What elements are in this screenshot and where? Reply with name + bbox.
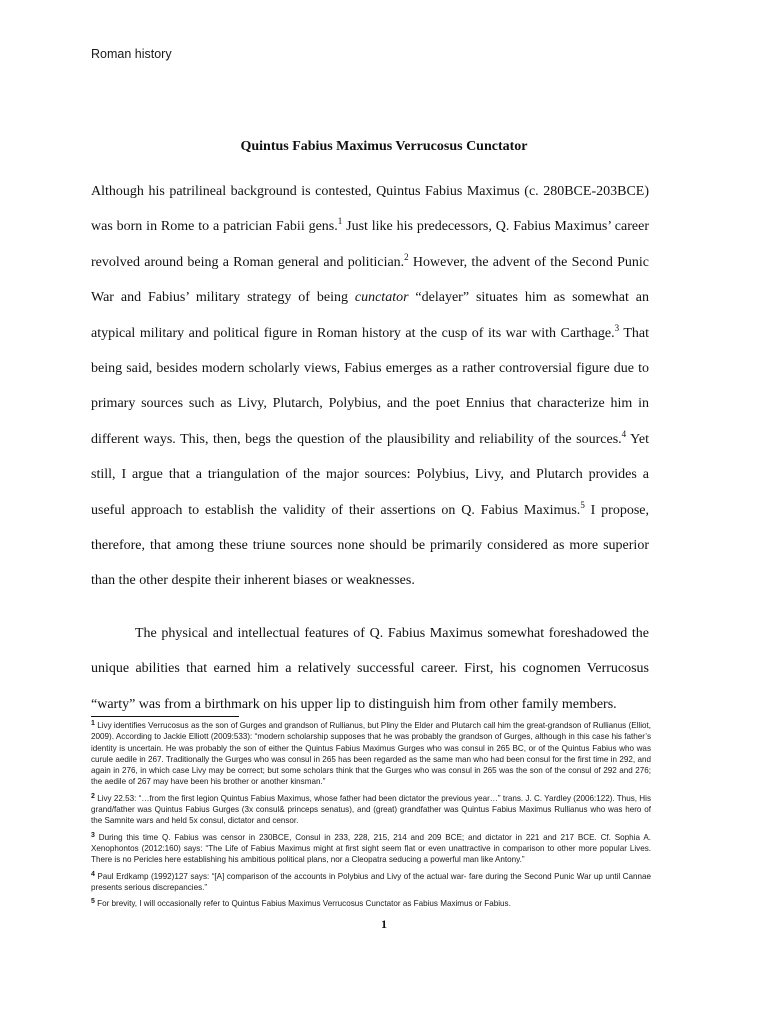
page-number: 1 xyxy=(381,917,387,931)
footnote-number: 4 xyxy=(91,870,95,878)
footnotes xyxy=(91,718,651,912)
footnote-5 xyxy=(91,896,651,909)
running-header: Roman history xyxy=(91,47,172,61)
footnote-number: 5 xyxy=(91,898,95,906)
footnote-number: 2 xyxy=(91,792,95,800)
p1-italic-term: cunctator xyxy=(354,290,409,306)
p1-sentence-6: I propose, therefore, that among these triune sources none should be primarily considered as more superior than the other despite their inherent biases or weaknesses. xyxy=(91,502,649,589)
p1-sentence-5: Yet still, I argue that a triangulation of the major sources: Polybius, Livy, and Plutarch provides a useful approach to establish the validity of their assertions on Q. Fabius Maximus. xyxy=(91,431,649,518)
footnote-ref-1: 1 xyxy=(337,216,343,227)
document-title: Quintus Fabius Maximus Verrucosus Cunctator xyxy=(240,139,528,154)
footnote-ref-5: 5 xyxy=(580,499,585,510)
p1-sentence-3b: “delayer” situates him as somewhat an atypical military and political figure in Roman history at the cusp of its war with Carthage. xyxy=(91,290,649,341)
body-paragraph-2: The physical and intellectual features of Q. Fabius Maximus somewhat foreshadowed the unique abilities that earned him a relatively successful career. First, his cognomen Verrucosus “warty” was from a birthmark on his upper lip to distinguish him from other family members. xyxy=(91,626,649,712)
footnote-text: During this time Q. Fabius was censor in 230BCE, Consul in 233, 228, 215, 214 and 209 BCE; and dictator in 221 and 217 BCE. Cf. Sophia A. Xenophontos (2012:160) says: “The Life of Fabius Maximus might at first sight seem flat or even unattractive in comparison to other more popular Lives. There is no Pericles here establishing his ambitious political plans, nor a Cleopatra seducing a powerful man like Antony.” xyxy=(91,832,651,865)
p1-sentence-3a: However, the advent of the Second Punic War and Fabius’ military strategy of being xyxy=(91,254,649,306)
footnote-ref-4: 4 xyxy=(621,428,627,439)
footnote-text: For brevity, I will occasionally refer to Quintus Fabius Maximus Verrucosus Cunctator as Fabius Maximus or Fabius. xyxy=(97,899,511,909)
footnote-number: 3 xyxy=(91,831,95,839)
footnote-3 xyxy=(91,830,651,866)
footnote-4 xyxy=(91,869,651,894)
footnote-separator xyxy=(91,716,239,717)
footnote-1 xyxy=(91,718,651,788)
p1-sentence-2: Just like his predecessors, Q. Fabius Maximus’ career revolved around being a Roman general and politician. xyxy=(91,219,649,270)
footnote-ref-2: 2 xyxy=(404,251,409,262)
p1-sentence-4: That being said, besides modern scholarly views, Fabius emerges as a rather controversial figure due to primary sources such as Livy, Plutarch, Polybius, and the poet Ennius that characterize him in different ways. This, then, begs the question of the plausibility and reliability of the sources. xyxy=(91,325,649,447)
footnote-text: Paul Erdkamp (1992)127 says: “[A] comparison of the accounts in Polybius and Livy of the actual war- fare during the Second Punic War up until Cannae presents serious discrepancies.” xyxy=(91,871,652,892)
footnote-text: Livy identifies Verrucosus as the son of Gurges and grandson of Rullianus, but Pliny the Elder and Plutarch call him the great-grandson of Rullianus (Elliot, 2009). According to Jackie Elliott (2009:533): “modern scholarship supposes that he was probably the grandson of Gurges, although in this case his father’s identity is uncertain. He was probably the son of either the Quintus Fabius Maximus Gurges who was consul in 265 BC, or of the Quintus Fabius who was curule aedile in 267. Traditionally the Gurges who was consul in 265 has been regarded as the same man who had been consul for the first time in 292, and again in 276, in which case Livy may be correct; but some scholars think that the Gurges who was consul in 265 was the son of the consul of 292 and 276; the aedile of 267 may have been his brother or another kinsman.” xyxy=(91,721,652,787)
footnote-number: 1 xyxy=(91,720,95,727)
footnote-ref-3: 3 xyxy=(614,322,620,333)
footnote-text: Livy 22.53: “…from the first legion Quintus Fabius Maximus, whose father had been dictator the previous year…” trans. J. C. Yardley (2006:122). Thus, His grand/father was Quintus Fabius Gurges (3x consul& princeps senatus), and (great) grandfather was Quintus Fabius Maximus Rullianus who was hero of the Samnite wars and held 5x consul, dictator and censor. xyxy=(91,793,651,826)
body-paragraph-1 xyxy=(91,174,649,599)
p1-sentence-1: Although his patrilineal background is contested, Quintus Fabius Maximus (c. 280BCE-203BCE) was born in Rome to a patrician Fabii gens. xyxy=(91,184,649,235)
footnote-2 xyxy=(91,791,651,827)
